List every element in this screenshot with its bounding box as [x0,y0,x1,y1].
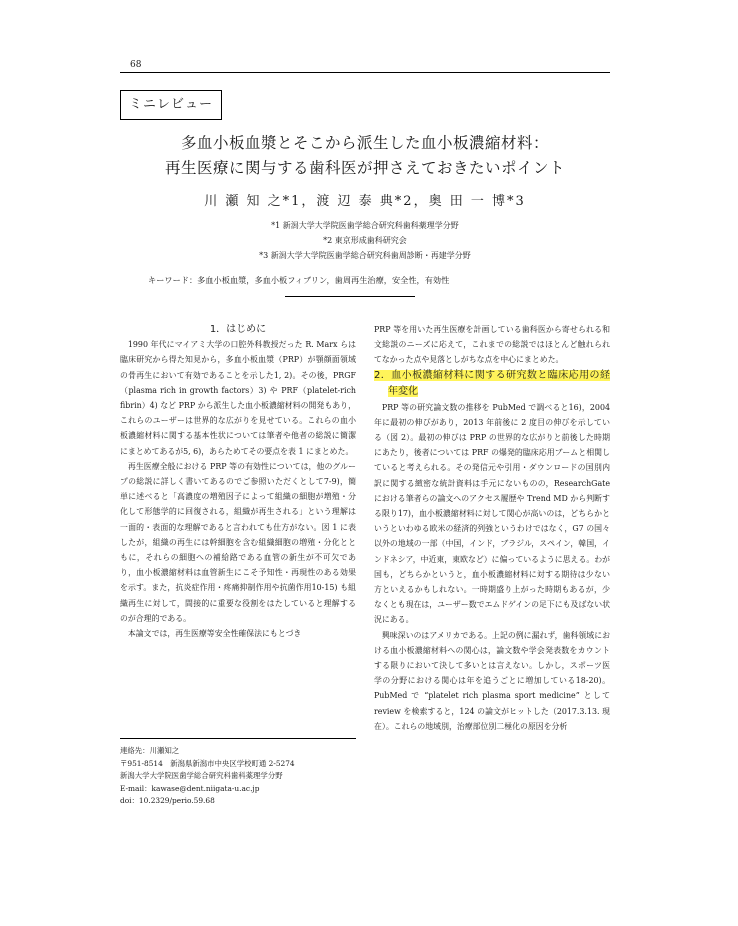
footnote-rule [120,738,356,739]
contact-name: 連絡先：川瀬知之 [120,746,180,755]
article-title-line-1: 多血小板血漿とそこから派生した血小板濃縮材料： [180,134,549,152]
body-paragraph: 本論文では，再生医療等安全性確保法にもとづき [127,629,302,639]
keywords-rule [285,296,415,297]
body-paragraph: 興味深いのはアメリカである。上記の例に漏れず，歯科領域における血小板濃縮材料への関心は，論文数や学会発表数をカウントする限りにおいて決して多いとは言えない。しかし，スポーツ医学の分野における関心は年を追うごとに増加している18-20)。PubMed で “platelet rich plasma sport medicine” として review を検索すると，124 の論文がヒットした（2017.3.13. 現在）。これらの地域別，治療部位別二極化の原因を分析 [374,630,610,731]
header-rule [120,72,610,73]
body-paragraph: PRP 等を用いた再生医療を計画している歯科医から寄せられる和文総説のニーズに応えて，これまでの総説ではほとんど触れられてなかった点や見落としがちな点を中心にまとめた。 [374,325,610,365]
article-title-line-2: 再生医療に関与する歯科医が押さえておきたいポイント [164,159,565,177]
section-heading-text: 2．血小板濃縮材料に関する研究数と臨床応用の経年変化 [374,369,610,397]
contact-doi: doi：10.2329/perio.59.68 [120,796,215,806]
section-label: ミニレビュー [120,90,222,120]
affiliation-1: *1 新潟大学大学院医歯学総合研究科歯科薬理学分野 [271,221,459,230]
affiliation-2: *2 東京形成歯科研究会 [323,236,407,245]
right-column [374,322,610,734]
body-paragraph: 1990 年代にマイアミ大学の口腔外科教授だった R. Marx らは臨床研究から得た知見から，多血小板血漿（PRP）が顎顔面領域の骨再生において有効であることを示した1, 2)。その後，PRGF（plasma rich in growth factors）3) や PRF（platelet-rich fibrin）4) など PRP から派生した血小板濃縮材料の開発もあり，これらのユーザーは世界的な広がりを見せている。これらの血小板濃縮材料に関する基本性状については筆者や他者の総説に簡潔にまとめてあるが5, 6)，あらためてその要点を表 1 にまとめた。 [120,340,356,456]
section-heading-intro: 1．はじめに [209,324,267,335]
contact-address: 〒951-8514 新潟県新潟市中央区学校町通 2-5274 [120,758,295,768]
contact-email: E-mail：kawase@dent.niigata-u.ac.jp [120,783,260,793]
left-column [120,322,356,641]
page-number: 68 [130,60,142,70]
authors: 川 瀬 知 之*1，渡 辺 泰 典*2，奥 田 一 博*3 [204,194,526,209]
body-paragraph: 再生医療全般における PRP 等の有効性については，他のグループの総説に詳しく書いてあるのでご参照いただくとして7-9)，簡単に述べると「高濃度の増殖因子によって組織の細胞が増殖・分化して形態学的に回復される，組織が再生される」という理解は一面的・表面的な理解であると言われても仕方がない。図 1 に表したが，組織の再生には幹細胞を含む組織細胞の増殖・分化とともに，それらの細胞への補給路である血管の新生が不可欠であり，血小板濃縮材料は血管新生にこそ予知性・再現性のある効果を示す。また，抗炎症作用・疼痛抑制作用や抗菌作用10-15) も組織再生に対して，間接的に重要な役割をはたしていると理解するのが合理的である。 [120,461,356,623]
section-heading-research [374,368,610,400]
keywords: キーワード：多血小板血漿，多血小板フィブリン，歯周再生治療，安全性，有効性 [148,275,450,285]
body-paragraph: PRP 等の研究論文数の推移を PubMed で調べると16)，2004 年に最初の伸びがあり，2013 年前後に 2 度目の伸びを示している（図 2）。最初の伸びは PRP の世界的な広がりと前後した時期にあたり，後者については PRF の爆発的臨床応用ブームと相関していると考えられる。その発信元や引用・ダウンロードの国別内訳に関する緻密な統計資料は手元にないものの，ResearchGate における筆者らの論文へのアクセス履歴や Trend MD から判断する限り17)，血小板濃縮材料に対して関心が高いのは，どちらかというといわゆる欧米の経済的列強というわけではなく，G7 の国々以外の地域の一部（中国，インド，ブラジル，スペイン，韓国，インドネシア，中近東，東欧など）に偏っているように思える。わが国も，どちらかというと，血小板濃縮材料に対する期待は少ない方といえるかもしれない。一時期盛り上がった時期もあるが，少なくとも現在は，ユーザー数でエムドゲインの足下にも及ばない状況にある。 [374,402,611,625]
contact-department: 新潟大学大学院医歯学総合研究科歯科薬理学分野 [120,771,283,781]
affiliation-3: *3 新潟大学大学院医歯学総合研究科歯周診断・再建学分野 [259,251,471,260]
contact-info [120,745,356,808]
